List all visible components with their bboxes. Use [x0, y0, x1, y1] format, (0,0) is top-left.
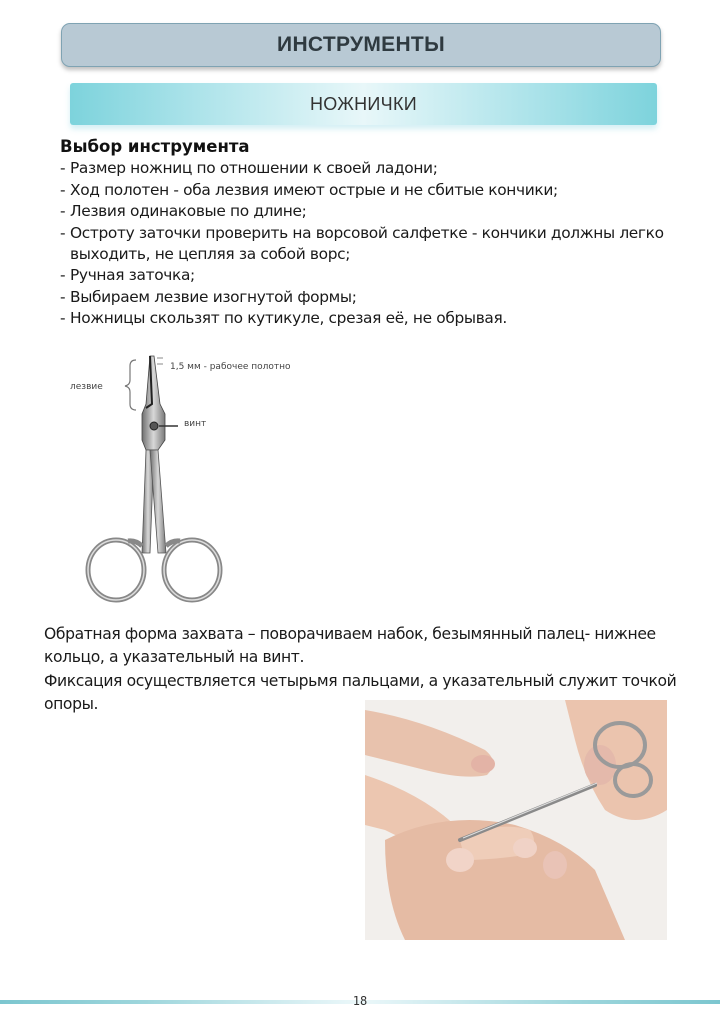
hands-with-scissors-image	[365, 700, 667, 940]
bullet-dash: -	[60, 159, 66, 177]
list-item: - Выбираем лезвие изогнутой формы;	[60, 287, 357, 306]
list-item: - Ход полотен - оба лезвия имеют острые и не сбитые кончики;	[60, 180, 558, 199]
bullet-dash: -	[60, 223, 66, 242]
grip-paragraph: Обратная форма захвата – поворачиваем набок, безымянный палец- нижнее кольцо, а указательный на винт.	[44, 625, 656, 666]
page-title-bar	[61, 23, 661, 67]
screw-icon	[150, 422, 158, 430]
scissors-diagram	[70, 348, 340, 603]
label-working-edge: 1,5 мм - рабочее полотно	[170, 362, 291, 372]
list-item: - Остроту заточки проверить на ворсовой салфетке - кончики должны легко выходить, не цепляя за собой ворс;	[60, 223, 664, 263]
list-item: - Ножницы скользят по кутикуле, срезая её, не обрывая.	[60, 309, 507, 327]
section-title: НОЖНИЧКИ	[310, 93, 417, 114]
bullet-dash: -	[60, 202, 66, 220]
label-screw: винт	[184, 419, 207, 429]
list-item: - Ручная заточка;	[60, 266, 195, 284]
bullet-dash: -	[60, 287, 66, 306]
brace-mark	[125, 360, 136, 410]
list-item: - Лезвия одинаковые по длине;	[60, 202, 307, 220]
bullet-dash: -	[60, 266, 66, 284]
bullet-dash: -	[60, 180, 66, 199]
label-blade: лезвие	[70, 382, 103, 392]
selection-list	[60, 158, 700, 329]
bullet-dash: -	[60, 309, 66, 327]
scissors-illustration	[70, 348, 340, 603]
list-item: - Размер ножниц по отношении к своей ладони;	[60, 159, 438, 177]
scissors-blade	[142, 356, 165, 450]
manicure-photo	[365, 700, 667, 940]
section-title-bar	[70, 83, 657, 125]
page-number: 18	[352, 994, 368, 1008]
selection-heading: Выбор инструмента	[60, 137, 250, 156]
page-title: ИНСТРУМЕНТЫ	[277, 33, 445, 56]
fixation-paragraph: Фиксация осуществляется четырьмя пальцами, а указательный служит точкой опоры.	[44, 672, 677, 713]
instrument-selection	[60, 136, 700, 330]
